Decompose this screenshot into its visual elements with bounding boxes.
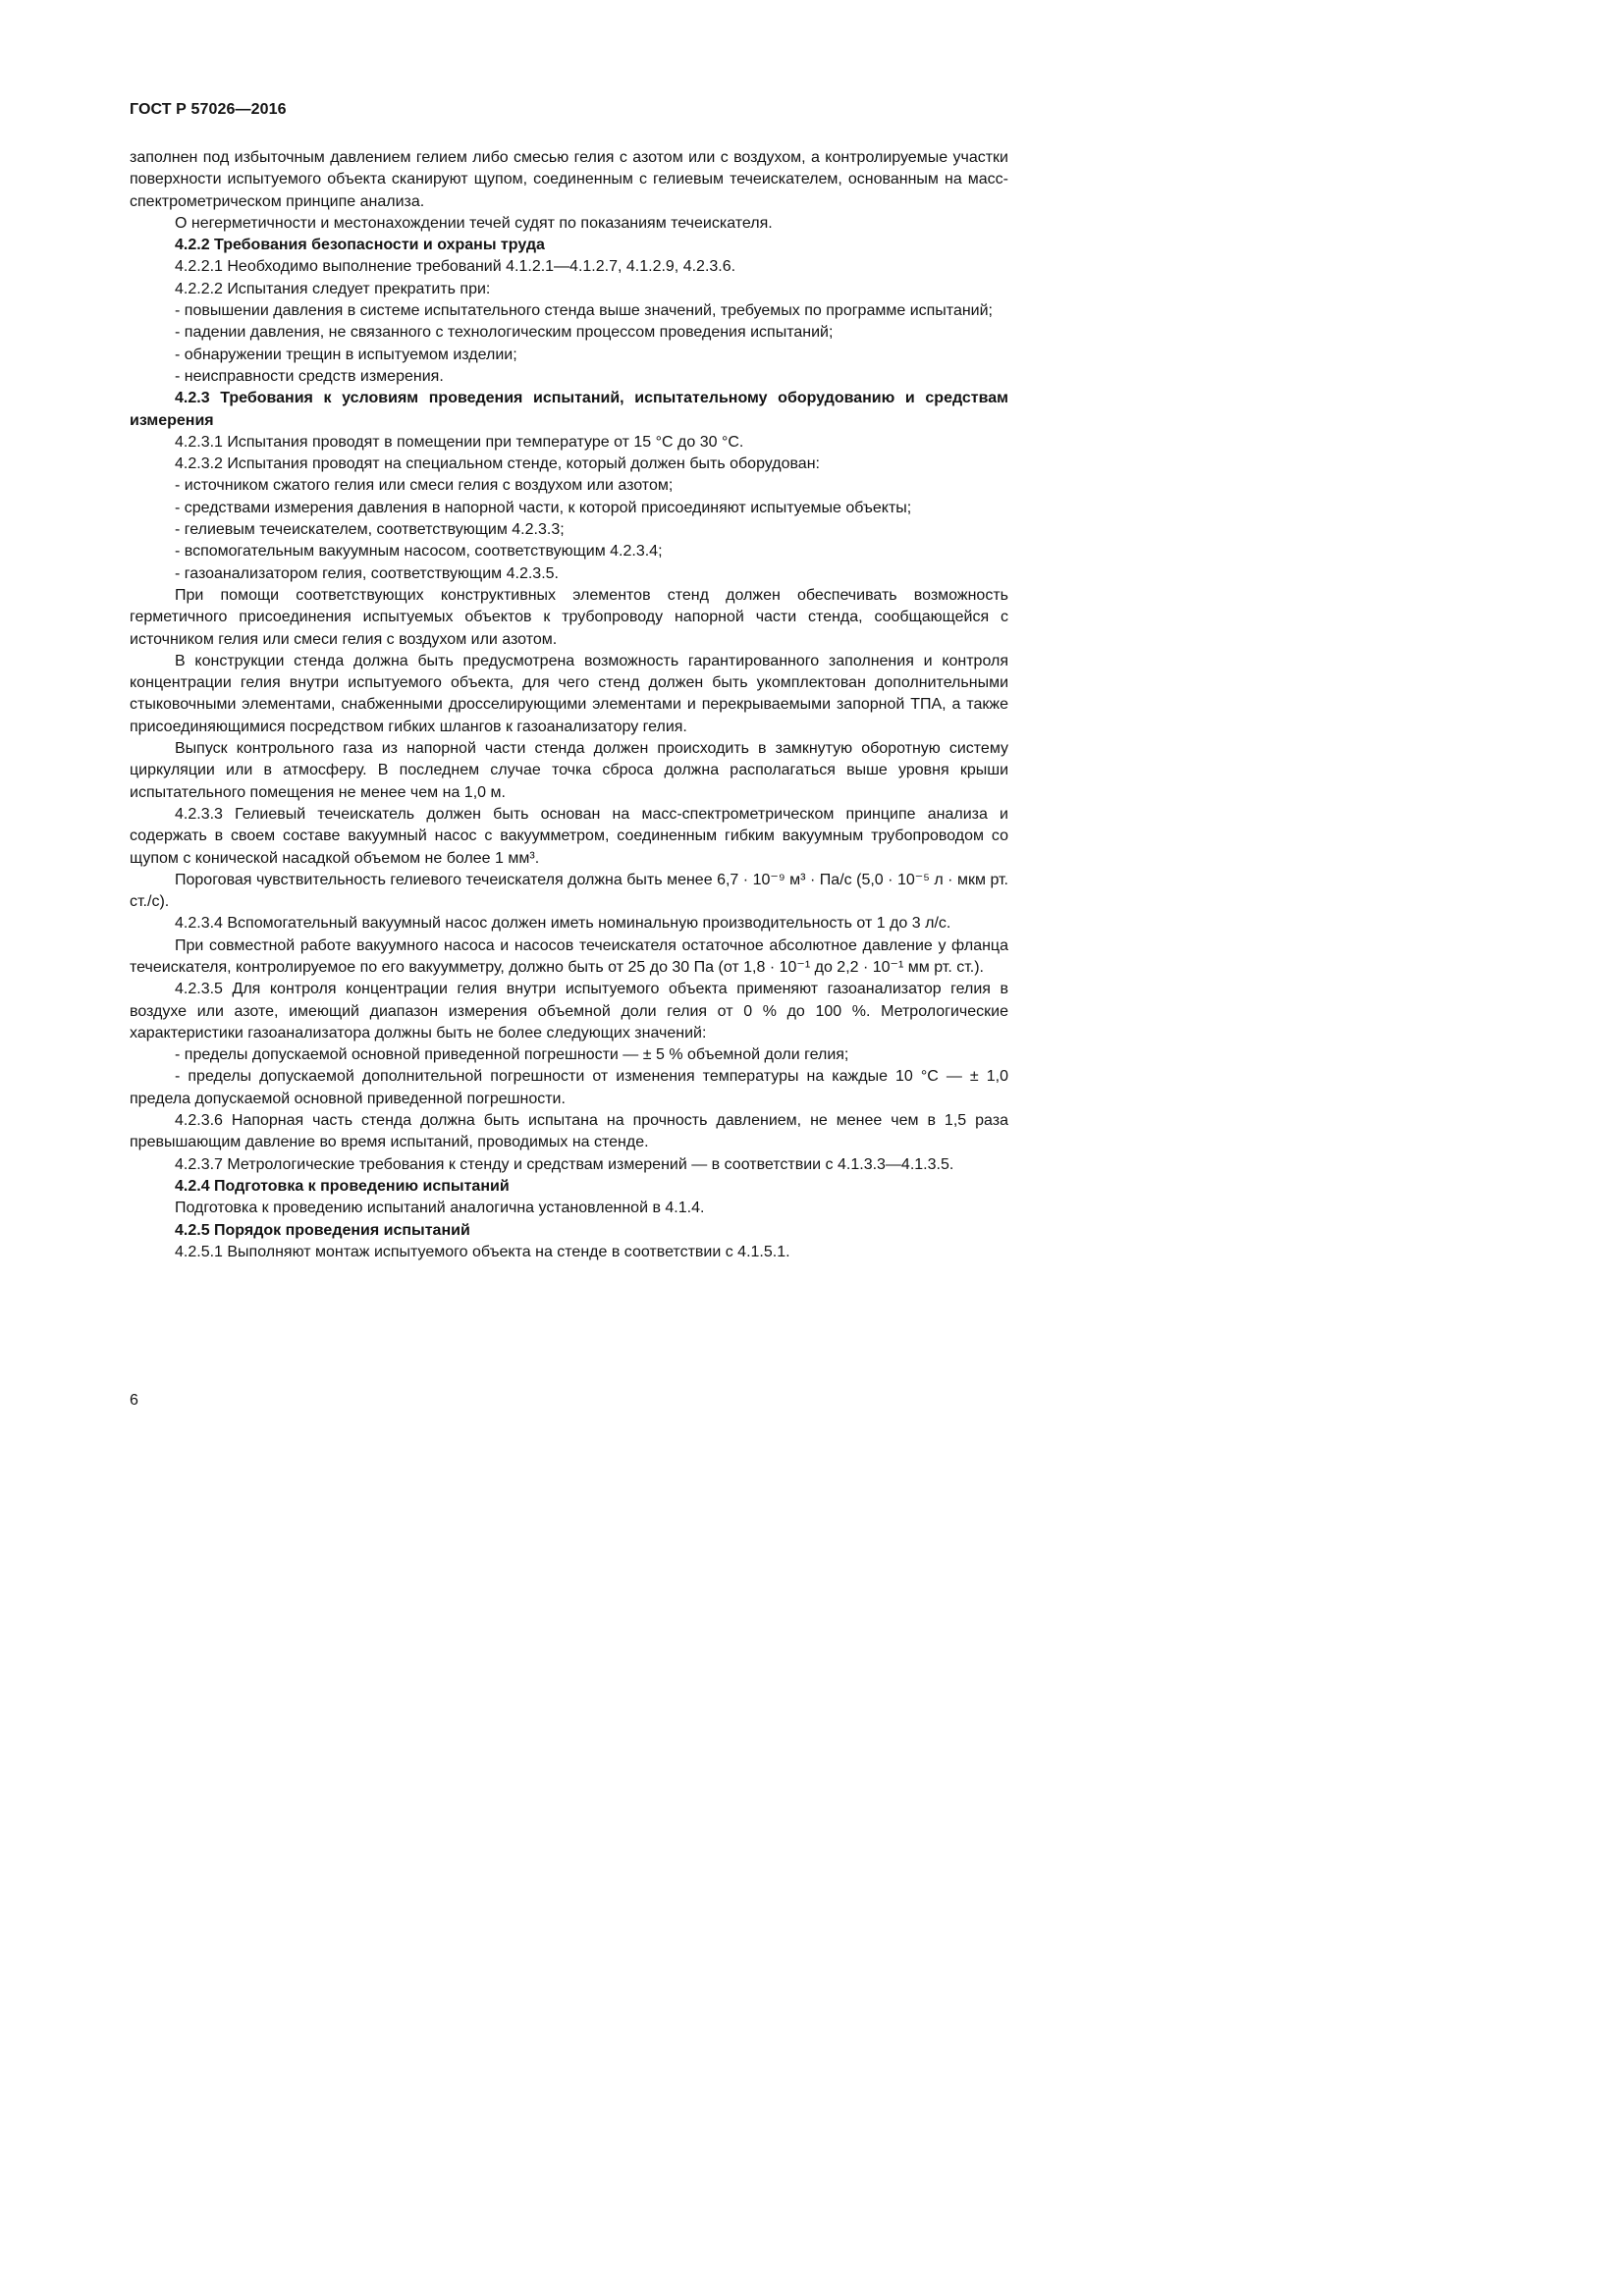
- list-item: - повышении давления в системе испытательного стенда выше значений, требуемых по программе испытаний;: [175, 302, 993, 320]
- list-item: - пределы допускаемой основной приведенной погрешности — ± 5 % объемной доли гелия;: [175, 1046, 849, 1064]
- paragraph: 4.2.3.2 Испытания проводят на специальном стенде, который должен быть оборудован:: [175, 455, 820, 473]
- paragraph: Выпуск контрольного газа из напорной части стенда должен происходить в замкнутую оборотную систему циркуляции или в атмосферу. В последнем случае точка сброса должна располагаться выше уровня крыши испытательного помещения не менее чем на 1,0 м.: [130, 740, 1008, 801]
- paragraph: 4.2.5.1 Выполняют монтаж испытуемого объекта на стенде в соответствии с 4.1.5.1.: [175, 1243, 790, 1260]
- document-header: ГОСТ Р 57026—2016: [130, 101, 287, 118]
- section-heading: 4.2.2 Требования безопасности и охраны труда: [175, 237, 545, 254]
- section-heading: 4.2.3 Требования к условиям проведения испытаний, испытательному оборудованию и средствам измерения: [130, 390, 1008, 429]
- paragraph: 4.2.3.5 Для контроля концентрации гелия внутри испытуемого объекта применяют газоанализатор гелия в воздухе или азоте, имеющий диапазон измерения объемной доли гелия от 0 % до 100 %. Метрологические характеристики газоанализатора должны быть не более следующих значений:: [130, 981, 1008, 1041]
- list-item: - газоанализатором гелия, соответствующим 4.2.3.5.: [175, 564, 559, 582]
- paragraph: 4.2.3.6 Напорная часть стенда должна быть испытана на прочность давлением, не менее чем в 1,5 раза превышающим давление во время испытаний, проводимых на стенде.: [130, 1112, 1008, 1151]
- list-item: - обнаружении трещин в испытуемом изделии;: [175, 346, 517, 363]
- list-item: - средствами измерения давления в напорной части, к которой присоединяют испытуемые объекты;: [175, 499, 912, 516]
- paragraph: В конструкции стенда должна быть предусмотрена возможность гарантированного заполнения и контроля концентрации гелия внутри испытуемого объекта, для чего стенд должен быть укомплектован дополнительными стыковочными элементами, снабженными дросселирующими элементами и перекрываемыми запорной ТПА, а также присоединяющимися посредством гибких шлангов к газоанализатору гелия.: [130, 652, 1008, 735]
- list-item: - вспомогательным вакуумным насосом, соответствующим 4.2.3.4;: [175, 543, 663, 561]
- section-heading: 4.2.5 Порядок проведения испытаний: [175, 1221, 470, 1239]
- paragraph: 4.2.3.4 Вспомогательный вакуумный насос должен иметь номинальную производительность от 1 до 3 л/с.: [175, 915, 951, 933]
- paragraph: 4.2.3.3 Гелиевый течеискатель должен быть основан на масс-спектрометрическом принципе анализа и содержать в своем составе вакуумный насос с вакуумметром, соединенным гибким вакуумным трубопроводом со щупом с конической насадкой объемом не более 1 мм³.: [130, 805, 1008, 867]
- paragraph: Подготовка к проведению испытаний аналогична установленной в 4.1.4.: [175, 1200, 705, 1217]
- paragraph: При совместной работе вакуумного насоса и насосов течеискателя остаточное абсолютное давление у фланца течеискателя, контролируемое по его вакуумметру, должно быть от 25 до 30 Па (от 1,8 · 10⁻¹ до 2,2 · 10⁻¹ мм рт. ст.).: [130, 936, 1008, 976]
- list-item: - пределы допускаемой дополнительной погрешности от изменения температуры на каждые 10 °С — ± 1,0 предела допускаемой основной приведенной погрешности.: [130, 1068, 1008, 1107]
- list-item: - источником сжатого гелия или смеси гелия с воздухом или азотом;: [175, 477, 674, 495]
- paragraph: 4.2.2.1 Необходимо выполнение требований 4.1.2.1—4.1.2.7, 4.1.2.9, 4.2.3.6.: [175, 258, 736, 276]
- paragraph: Пороговая чувствительность гелиевого течеискателя должна быть менее 6,7 · 10⁻⁹ м³ · Па/с (5,0 · 10⁻⁵ л · мкм рт. ст./с).: [130, 871, 1008, 911]
- paragraph: О негерметичности и местонахождении течей судят по показаниям течеискателя.: [175, 214, 773, 232]
- document-body: [130, 147, 1008, 1263]
- paragraph: заполнен под избыточным давлением гелием либо смесью гелия с азотом или с воздухом, а контролируемые участки поверхности испытуемого объекта сканируют щупом, соединенным с гелиевым течеискателем, основанным на масс-спектрометрическом принципе анализа.: [130, 149, 1008, 210]
- paragraph: При помощи соответствующих конструктивных элементов стенд должен обеспечивать возможность герметичного присоединения испытуемых объектов к трубопроводу напорной части стенда, сообщающейся с источником гелия или смеси гелия с воздухом или азотом.: [130, 586, 1008, 648]
- page-number: 6: [130, 1392, 138, 1409]
- list-item: - гелиевым течеискателем, соответствующим 4.2.3.3;: [175, 521, 565, 539]
- paragraph: 4.2.3.1 Испытания проводят в помещении при температуре от 15 °С до 30 °С.: [175, 433, 744, 451]
- paragraph: 4.2.3.7 Метрологические требования к стенду и средствам измерений — в соответствии с 4.1.3.3—4.1.3.5.: [175, 1155, 954, 1173]
- list-item: - падении давления, не связанного с технологическим процессом проведения испытаний;: [175, 324, 834, 342]
- paragraph: 4.2.2.2 Испытания следует прекратить при:: [175, 280, 491, 297]
- list-item: - неисправности средств измерения.: [175, 367, 444, 385]
- section-heading: 4.2.4 Подготовка к проведению испытаний: [175, 1177, 510, 1195]
